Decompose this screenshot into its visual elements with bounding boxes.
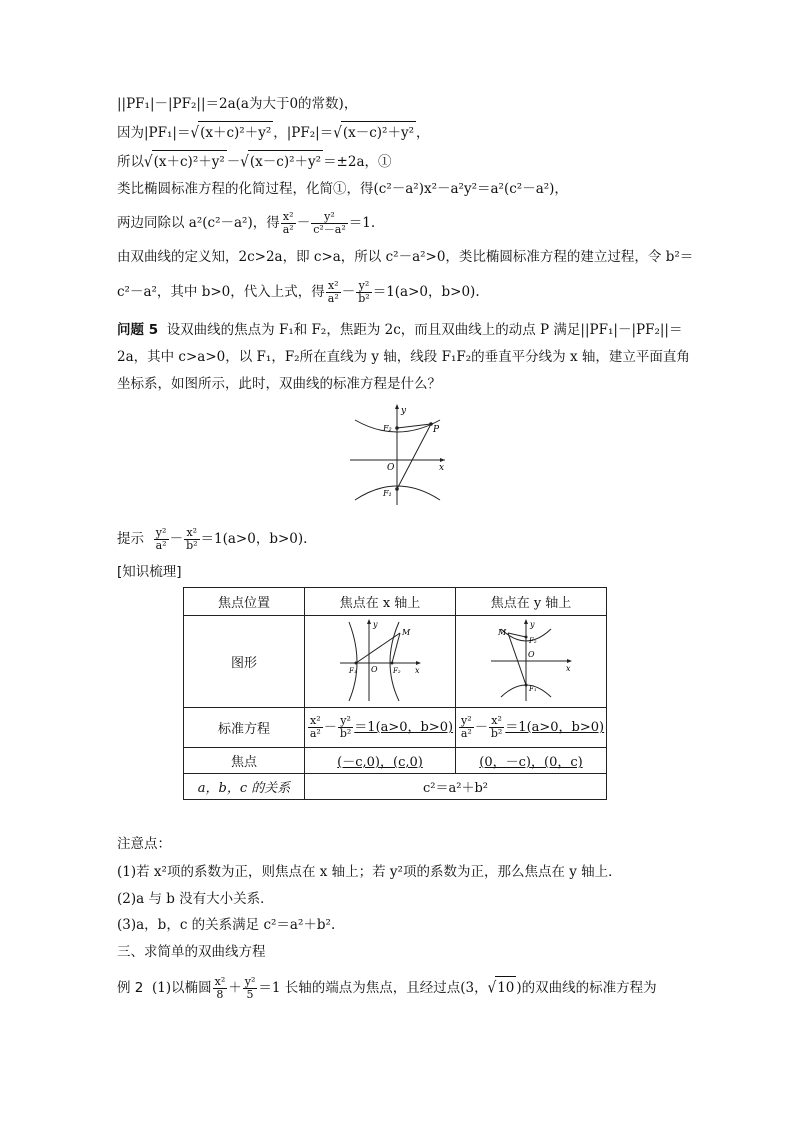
table-row-relation bbox=[184, 774, 607, 800]
section-3-title bbox=[117, 941, 266, 963]
fraction bbox=[184, 527, 199, 552]
hyperbola-figure bbox=[345, 400, 450, 510]
label-y: y bbox=[530, 620, 535, 629]
numerator: y² bbox=[154, 527, 169, 540]
label-f1: F₁ bbox=[349, 667, 357, 675]
denominator: 8 bbox=[216, 988, 224, 1001]
relation-cell: c²＝a²＋b² bbox=[305, 774, 607, 800]
text-segment: 由双曲线的定义知，2c>2a，即 c>a，所以 c²－a²>0，类比椭圆标准方程的建立过程，令 b²＝ bbox=[117, 249, 694, 265]
text-segment: 因为|PF₁|＝ bbox=[117, 125, 191, 141]
sqrt-symbol: √ bbox=[144, 152, 153, 172]
label-origin: O bbox=[371, 665, 378, 674]
denominator: b² bbox=[339, 727, 352, 740]
operator: － bbox=[169, 531, 184, 547]
text-segment: 两边同除以 a²(c²－a²)，得 bbox=[117, 215, 280, 231]
sqrt-expression: (x＋c)²＋y² bbox=[152, 150, 227, 173]
hyperbola-x-figure bbox=[335, 617, 425, 702]
text-segment: (2)a 与 b 没有大小关系． bbox=[117, 891, 274, 907]
denominator: a² bbox=[282, 223, 294, 236]
denominator: b² bbox=[358, 292, 370, 305]
label-x: x bbox=[566, 664, 571, 673]
label-y: y bbox=[401, 406, 407, 416]
sqrt-symbol: √ bbox=[333, 123, 342, 143]
sqrt-expression: 10 bbox=[495, 976, 516, 999]
hyperbola-y-figure bbox=[486, 617, 576, 702]
text-segment: )的双曲线的标准方程为 bbox=[516, 980, 657, 996]
table-row-graph bbox=[184, 616, 607, 708]
operator: － bbox=[323, 720, 337, 735]
label-f2: F₂ bbox=[529, 637, 537, 645]
denominator: a² bbox=[460, 727, 472, 740]
question-5-line-3 bbox=[117, 373, 441, 395]
numerator: x² bbox=[184, 527, 199, 540]
text-line-7 bbox=[117, 280, 480, 305]
foci-cell-y: (0，－c)，(0，c) bbox=[456, 748, 607, 774]
denominator: a² bbox=[327, 292, 339, 305]
hint-label: 提示 bbox=[117, 531, 144, 547]
numerator: x² bbox=[214, 975, 226, 988]
numerator: y² bbox=[459, 715, 474, 728]
fraction bbox=[338, 715, 353, 740]
label-f1: F₁ bbox=[383, 489, 392, 498]
equation-tail: ＝1(a>0，b>0) bbox=[354, 720, 454, 735]
label-f2: F₂ bbox=[393, 667, 401, 675]
hint-line bbox=[117, 527, 307, 552]
fraction bbox=[459, 715, 474, 740]
example-2-line bbox=[117, 976, 657, 1001]
note-1 bbox=[117, 861, 622, 883]
text-segment: ＝1(a>0，b>0). bbox=[200, 531, 308, 547]
fraction bbox=[356, 280, 371, 305]
row-label: 图形 bbox=[184, 616, 305, 708]
y-axis-arrow bbox=[524, 619, 528, 624]
label-f2: F₂ bbox=[383, 424, 392, 433]
text-line-4 bbox=[117, 178, 568, 200]
text-segment: 设双曲线的焦点为 F₁和 F₂，焦距为 2c，而且双曲线上的动点 P 满足||PF₁|－|PF₂||＝ bbox=[166, 322, 683, 338]
fraction bbox=[243, 976, 258, 1001]
right-branch bbox=[390, 622, 399, 701]
text-segment: － bbox=[226, 154, 241, 170]
left-branch bbox=[349, 622, 357, 701]
text-segment: c²－a²，其中 b>0，代入上式，得 bbox=[117, 284, 325, 300]
question-5-line-2 bbox=[117, 346, 690, 368]
label-m: M bbox=[402, 628, 411, 637]
x-axis-arrow bbox=[567, 659, 572, 663]
sqrt-expression: (x＋c)²＋y² bbox=[198, 121, 273, 144]
text-segment: 所以 bbox=[117, 154, 144, 170]
label-m: M bbox=[498, 628, 507, 637]
text-segment: ＝1(a>0，b>0). bbox=[372, 284, 480, 300]
label-x: x bbox=[415, 666, 420, 675]
fraction bbox=[326, 280, 341, 305]
text-segment: (1)若 x²项的系数为正，则焦点在 x 轴上；若 y²项的系数为正，那么焦点在 y 轴上． bbox=[117, 864, 622, 880]
sqrt-expression: (x－c)²＋y² bbox=[248, 150, 323, 173]
question-5-line-1 bbox=[117, 319, 682, 341]
equation-cell-y bbox=[456, 708, 607, 748]
definition-text: ||PF₁|－|PF₂||＝2a(a为大于0的常数)， bbox=[117, 96, 358, 112]
numerator: x² bbox=[281, 211, 296, 224]
note-label: 注意点： bbox=[117, 836, 171, 852]
note-2 bbox=[117, 888, 274, 910]
text-line-6 bbox=[117, 246, 693, 268]
operator: ＋ bbox=[228, 980, 242, 996]
text-segment: 2a，其中 c>a>0，以 F₁，F₂所在直线为 y 轴，线段 F₁F₂的垂直平分线为 x 轴，建立平面直角 bbox=[117, 349, 690, 365]
section-label: [知识梳理] bbox=[117, 564, 182, 580]
text-segment: ＝1. bbox=[348, 215, 376, 231]
note-title bbox=[117, 833, 171, 855]
denominator: a² bbox=[309, 727, 321, 740]
fraction bbox=[311, 211, 348, 236]
numerator: x² bbox=[489, 715, 504, 728]
graph-cell-x bbox=[305, 616, 456, 708]
operator: － bbox=[474, 720, 488, 735]
segment-pf2 bbox=[397, 424, 431, 428]
text-segment: ＝1 长轴的端点为焦点，且经过点(3， bbox=[258, 980, 488, 996]
y-axis-arrow bbox=[367, 619, 371, 624]
note-3 bbox=[117, 914, 335, 936]
fraction bbox=[154, 527, 169, 552]
section-heading: 三、求简单的双曲线方程 bbox=[117, 944, 266, 960]
header-cell: 焦点位置 bbox=[184, 588, 305, 616]
denominator: c²－a² bbox=[313, 223, 346, 236]
fraction bbox=[281, 211, 296, 236]
text-segment: ， bbox=[416, 125, 430, 141]
foci-cell-x: (－c,0)，(c,0) bbox=[305, 748, 456, 774]
equation-tail: ＝1(a>0，b>0) bbox=[505, 720, 605, 735]
denominator: b² bbox=[186, 539, 198, 552]
text-segment: ，|PF₂|＝ bbox=[273, 125, 334, 141]
table-row-foci bbox=[184, 748, 607, 774]
label-p: P bbox=[433, 425, 440, 435]
label-y: y bbox=[373, 620, 378, 629]
label-origin: O bbox=[387, 463, 395, 473]
row-label: a，b，c 的关系 bbox=[184, 774, 305, 800]
table-header-row bbox=[184, 588, 607, 616]
label-f1: F₁ bbox=[529, 685, 537, 693]
example-label: 例 2 bbox=[117, 980, 144, 996]
row-label: 标准方程 bbox=[184, 708, 305, 748]
graph-cell-y bbox=[456, 616, 607, 708]
text-segment: 坐标系，如图所示，此时，双曲线的标准方程是什么？ bbox=[117, 376, 441, 392]
numerator: x² bbox=[308, 715, 323, 728]
row-label: 焦点 bbox=[184, 748, 305, 774]
label-origin: O bbox=[528, 650, 535, 659]
text-segment: 类比椭圆标准方程的化简过程，化简①，得(c²－a²)x²－a²y²＝a²(c²－a²)， bbox=[117, 181, 568, 197]
denominator: b² bbox=[490, 727, 503, 740]
text-line-1 bbox=[117, 93, 357, 115]
fraction bbox=[489, 715, 504, 740]
sqrt-symbol: √ bbox=[487, 978, 497, 998]
x-axis-arrow bbox=[440, 458, 445, 462]
denominator: 5 bbox=[246, 988, 254, 1001]
text-line-3 bbox=[117, 150, 392, 173]
fraction bbox=[213, 976, 228, 1001]
text-segment: ＝±2a，① bbox=[323, 154, 392, 170]
knowledge-table bbox=[183, 587, 607, 800]
numerator: x² bbox=[326, 280, 341, 293]
sqrt-symbol: √ bbox=[190, 123, 200, 143]
operator: － bbox=[341, 284, 356, 300]
label-x: x bbox=[439, 463, 445, 473]
text-line-5 bbox=[117, 211, 375, 236]
x-axis-arrow bbox=[416, 661, 421, 665]
header-cell: 焦点在 y 轴上 bbox=[456, 588, 607, 616]
text-segment: (3)a，b，c 的关系满足 c²＝a²＋b². bbox=[117, 917, 336, 933]
denominator: a² bbox=[155, 539, 167, 552]
numerator: y² bbox=[338, 715, 353, 728]
numerator: y² bbox=[356, 280, 371, 293]
text-segment: (1)以椭圆 bbox=[151, 980, 212, 996]
question-label: 问题 5 bbox=[117, 322, 159, 338]
equation-cell-x bbox=[305, 708, 456, 748]
y-axis-arrow bbox=[395, 404, 399, 409]
operator: － bbox=[296, 215, 311, 231]
knowledge-title bbox=[117, 561, 182, 583]
numerator: y² bbox=[311, 211, 348, 224]
text-line-2 bbox=[117, 121, 430, 144]
table-row-equation bbox=[184, 708, 607, 748]
sqrt-symbol: √ bbox=[240, 152, 249, 172]
fraction bbox=[308, 715, 323, 740]
numerator: y² bbox=[244, 975, 256, 988]
sqrt-expression: (x－c)²＋y² bbox=[341, 121, 416, 144]
segment-pf1 bbox=[397, 424, 431, 489]
header-cell: 焦点在 x 轴上 bbox=[305, 588, 456, 616]
